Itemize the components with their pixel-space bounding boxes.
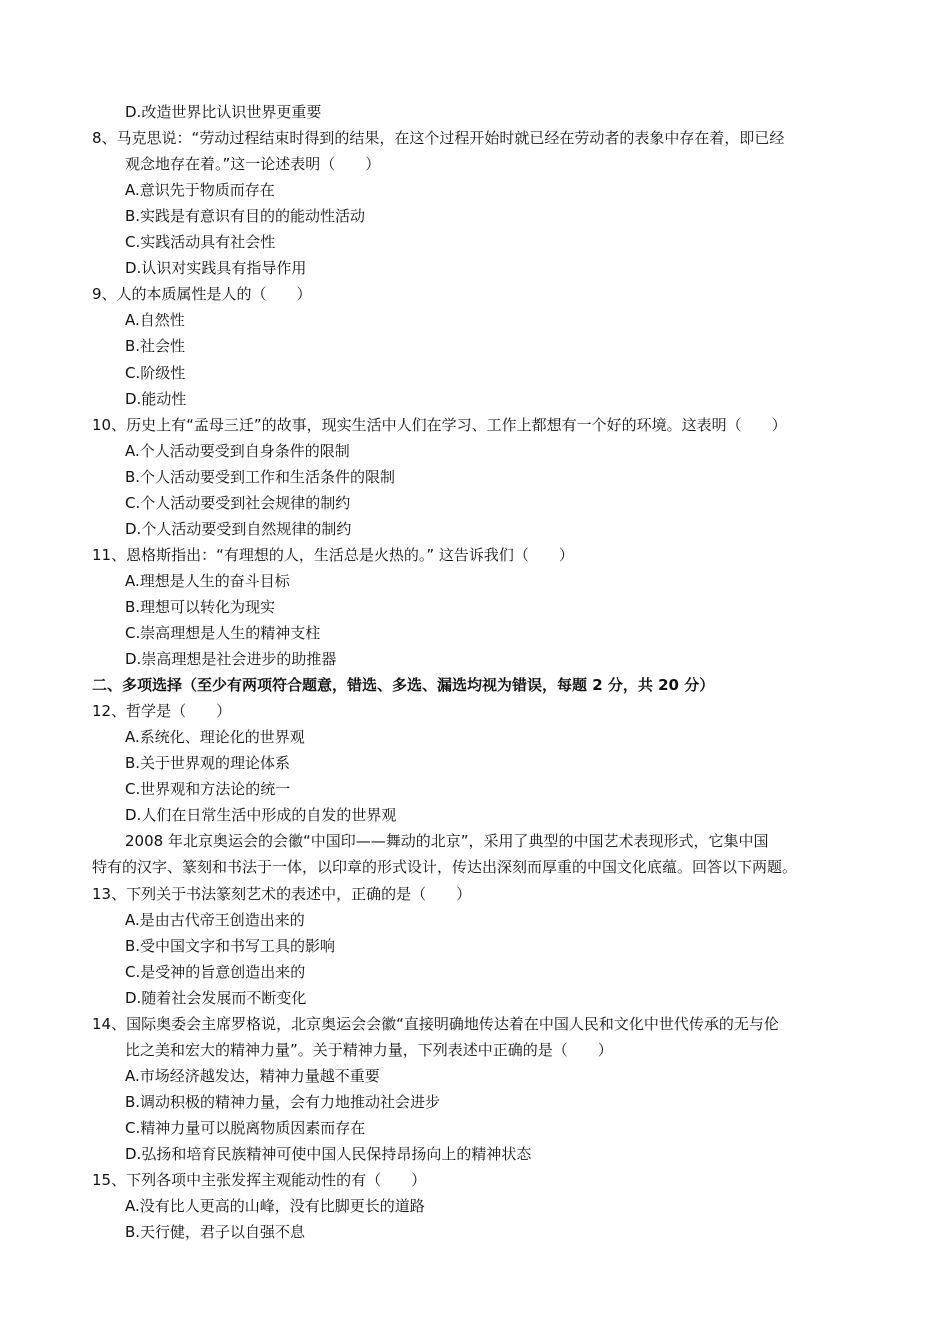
option-line: A.系统化、理论化的世界观 (125, 728, 305, 747)
question-continuation: 观念地存在着。”这一论述表明（ ） (125, 155, 381, 174)
option-line: D.崇高理想是社会进步的助推器 (125, 650, 337, 669)
option-line: D.人们在日常生活中形成的自发的世界观 (125, 806, 397, 825)
question-line: 9、人的本质属性是人的（ ） (92, 285, 312, 304)
passage-line: 2008 年北京奥运会的会徽“中国印——舞动的北京”，采用了典型的中国艺术表现形式，它集中国 (125, 832, 769, 851)
option-line: A.市场经济越发达，精神力量越不重要 (125, 1066, 380, 1085)
question-line: 12、哲学是（ ） (92, 702, 232, 721)
question-line: 10、历史上有“孟母三迁”的故事，现实生活中人们在学习、工作上都想有一个好的环境。这表明（ ） (92, 415, 787, 434)
option-line: D.能动性 (125, 389, 187, 408)
option-line: B.社会性 (125, 337, 186, 356)
option-line: A.意识先于物质而存在 (125, 181, 275, 200)
option-line: B.实践是有意识有目的的能动性活动 (125, 207, 366, 226)
option-line: D.个人活动要受到自然规律的制约 (125, 519, 352, 538)
option-line: C.个人活动要受到社会规律的制约 (125, 493, 351, 512)
option-line: C.崇高理想是人生的精神支柱 (125, 624, 321, 642)
option-line: B.关于世界观的理论体系 (125, 754, 291, 773)
option-line: D.随着社会发展而不断变化 (125, 988, 307, 1007)
section-heading: 二、多项选择（至少有两项符合题意，错选、多选、漏选均视为错误，每题 2 分，共 20 分） (92, 676, 715, 695)
option-line: B.调动积极的精神力量，会有力地推动社会进步 (125, 1092, 441, 1111)
option-line: A.理想是人生的奋斗目标 (125, 571, 290, 590)
question-line: 15、下列各项中主张发挥主观能动性的有（ ） (92, 1171, 427, 1190)
option-line: C.实践活动具有社会性 (125, 233, 276, 252)
question-continuation: 比之美和宏大的精神力量”。关于精神力量，下列表述中正确的是（ ） (125, 1040, 613, 1059)
option-line: B.个人活动要受到工作和生活条件的限制 (125, 467, 396, 486)
option-line: A.个人活动要受到自身条件的限制 (125, 441, 350, 460)
question-line: 13、下列关于书法篆刻艺术的表述中，正确的是（ ） (92, 884, 472, 903)
option-line: A.自然性 (125, 311, 185, 330)
option-line: D.认识对实践具有指导作用 (125, 259, 307, 278)
option-line: D.弘扬和培育民族精神可使中国人民保持昂扬向上的精神状态 (125, 1145, 532, 1163)
option-line: D.改造世界比认识世界更重要 (125, 103, 322, 121)
option-line: B.天行健，君子以自强不息 (125, 1223, 306, 1242)
question-line: 8、马克思说：“劳动过程结束时得到的结果，在这个过程开始时就已经在劳动者的表象中存在着，即已经 (92, 129, 785, 148)
option-line: C.世界观和方法论的统一 (125, 780, 291, 799)
option-line: B.受中国文字和书写工具的影响 (125, 936, 336, 955)
option-line: C.是受神的旨意创造出来的 (125, 962, 306, 981)
option-line: C.阶级性 (125, 363, 186, 382)
option-line: A.没有比人更高的山峰，没有比脚更长的道路 (125, 1197, 425, 1216)
option-line: B.理想可以转化为现实 (125, 597, 276, 616)
question-line: 11、恩格斯指出：“有理想的人，生活总是火热的。” 这告诉我们（ ） (92, 545, 574, 564)
question-line: 14、国际奥委会主席罗格说，北京奥运会会徽“直接明确地传达着在中国人民和文化中世代传承的无与伦 (92, 1014, 779, 1033)
option-line: C.精神力量可以脱离物质因素而存在 (125, 1118, 366, 1137)
passage-line: 特有的汉字、篆刻和书法于一体，以印章的形式设计，传达出深刻而厚重的中国文化底蕴。回答以下两题。 (92, 858, 798, 877)
option-line: A.是由古代帝王创造出来的 (125, 910, 305, 929)
